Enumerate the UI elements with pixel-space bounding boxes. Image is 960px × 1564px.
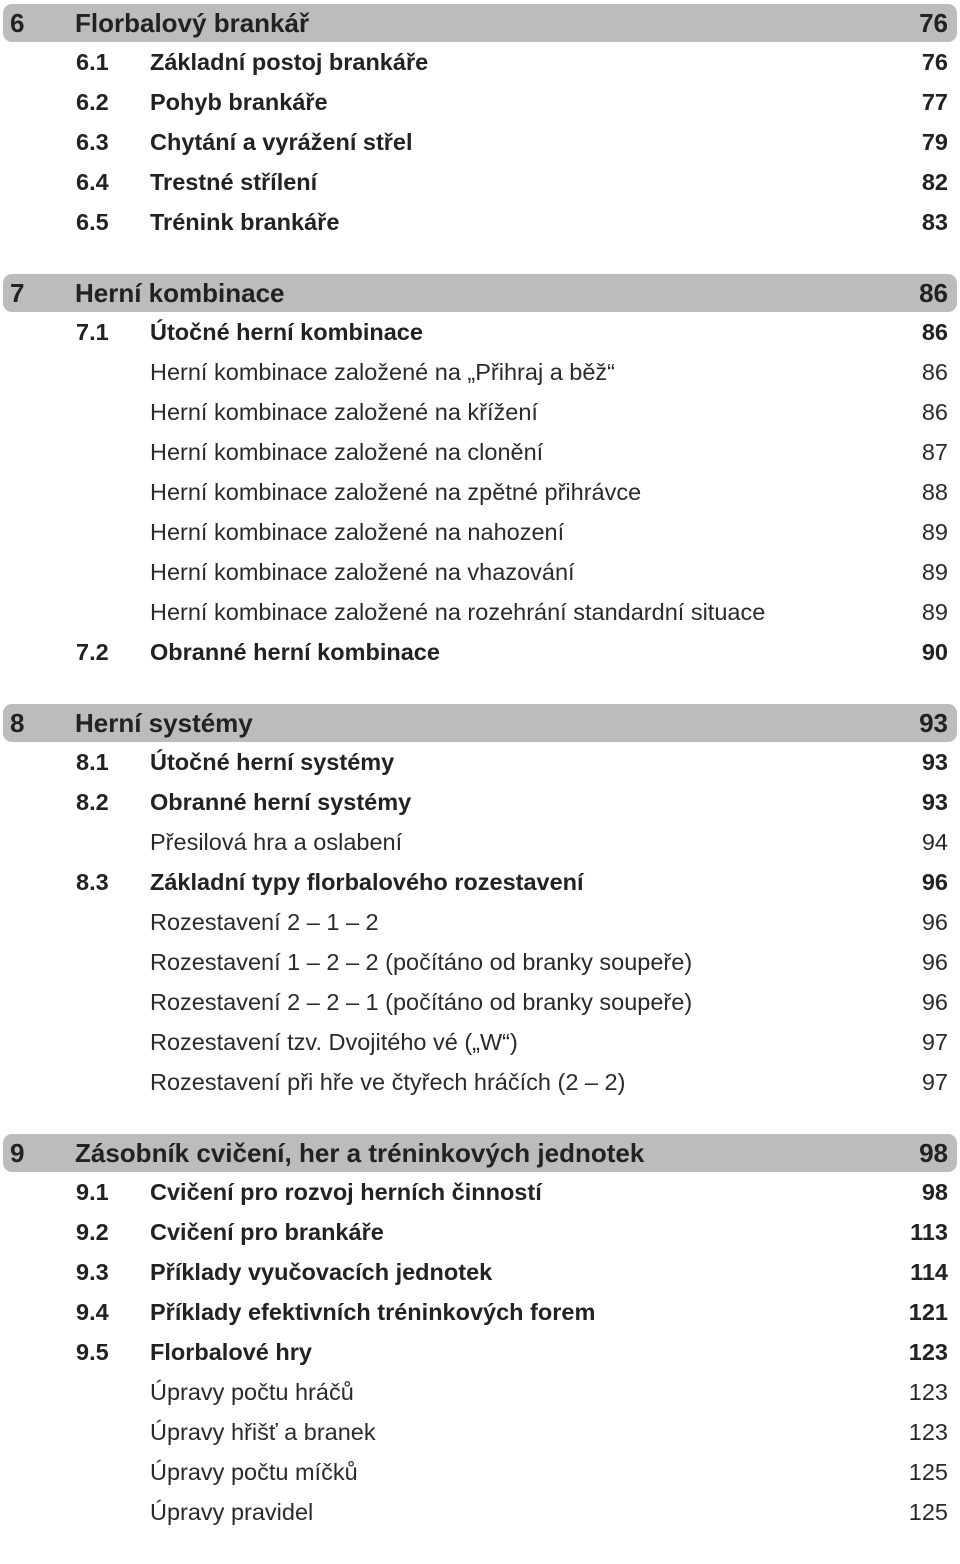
chapter-title: Florbalový brankář	[75, 8, 310, 38]
section-number: 6.1	[76, 49, 109, 75]
toc-chapter	[0, 1134, 960, 1532]
section-number: 6.3	[76, 129, 109, 155]
section-title: Cvičení pro brankáře	[150, 1219, 384, 1245]
subsection-entry[interactable]	[0, 982, 960, 1022]
section-number: 6.2	[76, 89, 109, 115]
section-number: 9.1	[76, 1179, 109, 1205]
subsection-page: 89	[921, 559, 948, 585]
section-page: 83	[921, 209, 948, 235]
subsection-title: Úpravy pravidel	[150, 1499, 314, 1525]
chapter-number: 6	[10, 8, 25, 38]
toc-chapter	[0, 4, 960, 242]
section-entry[interactable]	[0, 632, 960, 672]
subsection-page: 125	[908, 1459, 948, 1485]
section-page: 123	[908, 1339, 948, 1365]
section-entry[interactable]	[0, 312, 960, 352]
section-number: 8.3	[76, 869, 109, 895]
chapter-title: Zásobník cvičení, her a tréninkových jednotek	[75, 1138, 645, 1168]
section-entry[interactable]	[0, 742, 960, 782]
section-number: 9.2	[76, 1219, 109, 1245]
section-entry[interactable]	[0, 1172, 960, 1212]
subsection-entry[interactable]	[0, 392, 960, 432]
subsection-entry[interactable]	[0, 1372, 960, 1412]
subsection-page: 88	[921, 479, 948, 505]
subsection-entry[interactable]	[0, 1022, 960, 1062]
subsection-entry[interactable]	[0, 552, 960, 592]
section-page: 77	[921, 89, 948, 115]
subsection-title: Rozestavení 2 – 2 – 1 (počítáno od branky soupeře)	[150, 989, 693, 1015]
subsection-title: Herní kombinace založené na clonění	[150, 439, 544, 465]
section-page: 86	[921, 319, 948, 345]
toc-chapter	[0, 704, 960, 1102]
section-title: Obranné herní kombinace	[150, 639, 440, 665]
section-title: Obranné herní systémy	[150, 789, 412, 815]
section-number: 6.5	[76, 209, 109, 235]
subsection-entry[interactable]	[0, 1062, 960, 1102]
subsection-title: Úpravy hřišť a branek	[150, 1419, 376, 1445]
section-number: 7.2	[76, 639, 109, 665]
subsection-entry[interactable]	[0, 942, 960, 982]
chapter-heading[interactable]	[3, 1134, 957, 1172]
subsection-entry[interactable]	[0, 1412, 960, 1452]
chapter-title: Herní kombinace	[75, 278, 285, 308]
subsection-title: Rozestavení tzv. Dvojitého vé („W“)	[150, 1029, 518, 1055]
subsection-page: 96	[921, 909, 948, 935]
section-page: 96	[921, 869, 948, 895]
section-page: 82	[921, 169, 948, 195]
subsection-page: 97	[921, 1029, 948, 1055]
subsection-page: 123	[908, 1419, 948, 1445]
section-title: Trénink brankáře	[150, 209, 340, 235]
section-entry[interactable]	[0, 862, 960, 902]
subsection-entry[interactable]	[0, 902, 960, 942]
section-number: 7.1	[76, 319, 109, 345]
section-entry[interactable]	[0, 782, 960, 822]
subsection-page: 89	[921, 519, 948, 545]
chapter-page: 98	[919, 1138, 948, 1168]
subsection-entry[interactable]	[0, 512, 960, 552]
section-page: 121	[908, 1299, 948, 1325]
subsection-page: 86	[921, 359, 948, 385]
subsection-entry[interactable]	[0, 432, 960, 472]
section-number: 9.3	[76, 1259, 109, 1285]
section-entry[interactable]	[0, 122, 960, 162]
section-title: Cvičení pro rozvoj herních činností	[150, 1179, 542, 1205]
subsection-title: Úpravy počtu hráčů	[150, 1379, 354, 1405]
section-page: 98	[921, 1179, 948, 1205]
section-number: 8.2	[76, 789, 109, 815]
subsection-page: 94	[921, 829, 948, 855]
subsection-title: Úpravy počtu míčků	[150, 1459, 358, 1485]
subsection-entry[interactable]	[0, 1452, 960, 1492]
section-title: Základní typy florbalového rozestavení	[150, 869, 584, 895]
subsection-title: Rozestavení 1 – 2 – 2 (počítáno od branky soupeře)	[150, 949, 693, 975]
subsection-page: 96	[921, 989, 948, 1015]
section-entry[interactable]	[0, 1332, 960, 1372]
section-entry[interactable]	[0, 1212, 960, 1252]
subsection-title: Herní kombinace založené na „Přihraj a běž“	[150, 359, 616, 385]
section-title: Základní postoj brankáře	[150, 49, 429, 75]
section-page: 93	[921, 749, 948, 775]
subsection-page: 123	[908, 1379, 948, 1405]
subsection-page: 86	[921, 399, 948, 425]
section-title: Florbalové hry	[150, 1339, 312, 1365]
chapter-page: 76	[919, 8, 948, 38]
section-title: Příklady efektivních tréninkových forem	[150, 1299, 596, 1325]
chapter-heading[interactable]	[3, 274, 957, 312]
subsection-title: Rozestavení 2 – 1 – 2	[150, 909, 379, 935]
chapter-number: 7	[10, 278, 25, 308]
section-entry[interactable]	[0, 162, 960, 202]
section-title: Útočné herní systémy	[150, 749, 395, 775]
chapter-number: 8	[10, 708, 25, 738]
subsection-page: 125	[908, 1499, 948, 1525]
subsection-title: Herní kombinace založené na křížení	[150, 399, 538, 425]
section-number: 8.1	[76, 749, 109, 775]
section-entry[interactable]	[0, 42, 960, 82]
section-title: Pohyb brankáře	[150, 89, 328, 115]
chapter-heading[interactable]	[3, 4, 957, 42]
chapter-title: Herní systémy	[75, 708, 253, 738]
chapter-number: 9	[10, 1138, 25, 1168]
subsection-page: 89	[921, 599, 948, 625]
section-entry[interactable]	[0, 1292, 960, 1332]
section-entry[interactable]	[0, 1252, 960, 1292]
subsection-entry[interactable]	[0, 352, 960, 392]
chapter-heading[interactable]	[3, 704, 957, 742]
subsection-page: 87	[921, 439, 948, 465]
section-number: 9.5	[76, 1339, 109, 1365]
section-page: 79	[921, 129, 948, 155]
section-page: 93	[921, 789, 948, 815]
section-title: Trestné střílení	[150, 169, 318, 195]
subsection-entry[interactable]	[0, 472, 960, 512]
subsection-entry[interactable]	[0, 822, 960, 862]
section-entry[interactable]	[0, 82, 960, 122]
section-number: 9.4	[76, 1299, 109, 1325]
section-page: 113	[910, 1219, 948, 1245]
section-page: 90	[921, 639, 948, 665]
subsection-title: Herní kombinace založené na rozehrání standardní situace	[150, 599, 766, 625]
chapter-page: 93	[919, 708, 948, 738]
section-entry[interactable]	[0, 202, 960, 242]
subsection-title: Herní kombinace založené na zpětné přihrávce	[150, 479, 642, 505]
section-page: 76	[921, 49, 948, 75]
subsection-title: Rozestavení při hře ve čtyřech hráčích (2 – 2)	[150, 1069, 626, 1095]
subsection-title: Herní kombinace založené na vhazování	[150, 559, 575, 585]
section-title: Chytání a vyrážení střel	[150, 129, 413, 155]
section-page: 114	[910, 1259, 948, 1285]
section-title: Příklady vyučovacích jednotek	[150, 1259, 493, 1285]
section-number: 6.4	[76, 169, 109, 195]
subsection-entry[interactable]	[0, 1492, 960, 1532]
section-title: Útočné herní kombinace	[150, 319, 423, 345]
subsection-title: Přesilová hra a oslabení	[150, 829, 403, 855]
subsection-page: 97	[921, 1069, 948, 1095]
subsection-page: 96	[921, 949, 948, 975]
chapter-page: 86	[919, 278, 948, 308]
subsection-title: Herní kombinace založené na nahození	[150, 519, 565, 545]
toc-chapter	[0, 274, 960, 672]
subsection-entry[interactable]	[0, 592, 960, 632]
